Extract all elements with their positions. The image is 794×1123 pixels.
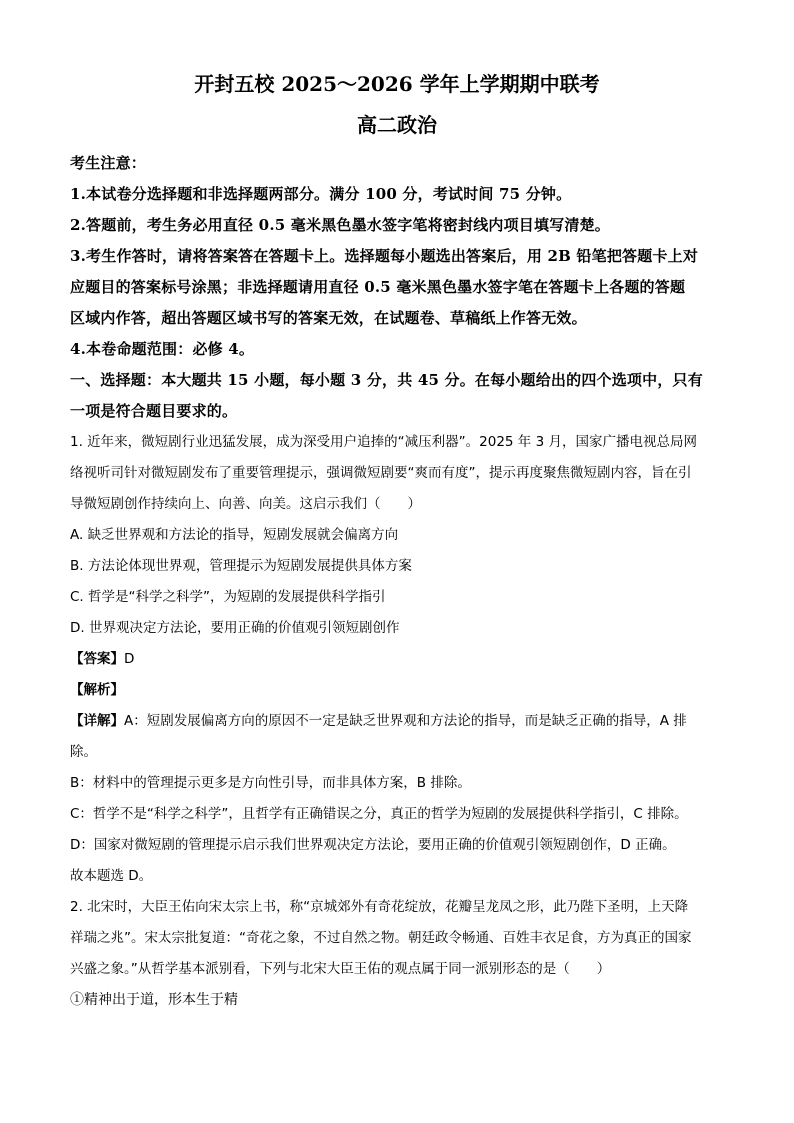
option-c: C. 哲学是“科学之科学”，为短剧的发展提供科学指引 [70, 589, 386, 605]
question-stem-line: 导微短剧创作持续向上、向善、向美。这启示我们（ ） [70, 496, 421, 512]
answer-tag: 【答案】 [70, 651, 124, 667]
notice-item: 1.本试卷分选择题和非选择题两部分。满分 100 分，考试时间 75 分钟。 [70, 185, 572, 203]
question-stem-line: 祥瑞之兆”。宋太宗批复道：“奇花之象，不过自然之物。朝廷政令畅通、百姓丰衣足食，方为真正的国家 [70, 930, 692, 946]
analysis-tag: 【解析】 [70, 682, 124, 698]
question-stem-line: 兴盛之象。”从哲学基本派别看，下列与北宋大臣王佑的观点属于同一派别形态的是（ ） [70, 961, 611, 977]
question-2 [70, 892, 724, 1016]
option-d: D. 世界观决定方法论，要用正确的价值观引领短剧创作 [70, 620, 400, 636]
notice-heading: 考生注意： [70, 154, 147, 172]
question-1 [70, 427, 724, 892]
notice-item: 区域内作答，超出答题区域书写的答案无效，在试题卷、草稿纸上作答无效。 [70, 309, 587, 327]
option-b: B. 方法论体现世界观，管理提示为短剧发展提供具体方案 [70, 558, 412, 574]
statement-1: ①精神出于道，形本生于精 [70, 992, 238, 1008]
answer-line [70, 644, 724, 675]
section-instruction [70, 365, 724, 427]
explanation-b: B：材料中的管理提示更多是方向性引导，而非具体方案，B 排除。 [70, 775, 471, 791]
notice-item: 4.本卷命题范围：必修 4。 [70, 340, 255, 358]
notice-item: 2.答题前，考生务必用直径 0.5 毫米黑色墨水签字笔将密封线内项目填写清楚。 [70, 216, 611, 234]
explanation-line: 除。 [70, 744, 97, 760]
question-stem-line: 络视听司针对微短剧发布了重要管理提示，强调微短剧要“爽而有度”，提示再度聚焦微短剧内容，旨在引 [70, 465, 692, 481]
analysis-line [70, 675, 724, 706]
exam-title: 开封五校 2025～2026 学年上学期期中联考 [194, 72, 600, 96]
question-stem-line: 2. 北宋时，大臣王佑向宋太宗上书，称“京城郊外有奇花绽放，花瓣呈龙凤之形，此乃陛下圣明，上天降 [70, 899, 689, 915]
section-line: 一项是符合题目要求的。 [70, 402, 238, 420]
detail-line [70, 706, 724, 737]
explanation-c: C：哲学不是“科学之科学”，且哲学有正确错误之分，真正的哲学为短剧的发展提供科学指引，C 排除。 [70, 806, 688, 822]
conclusion: 故本题选 D。 [70, 868, 153, 884]
question-stem-line: 1. 近年来，微短剧行业迅猛发展，成为深受用户追捧的“减压利器”。2025 年 3 月，国家广播电视总局网 [70, 434, 697, 450]
explanation-a: A：短剧发展偏离方向的原因不一定是缺乏世界观和方法论的指导，而是缺乏正确的指导，A 排 [124, 713, 687, 729]
option-a: A. 缺乏世界观和方法论的指导，短剧发展就会偏离方向 [70, 527, 399, 543]
explanation-d: D：国家对微短剧的管理提示启示我们世界观决定方法论，要用正确的价值观引领短剧创作，D 正确。 [70, 837, 676, 853]
notice-block [70, 148, 724, 365]
section-line: 一、选择题：本大题共 15 小题，每小题 3 分，共 45 分。在每小题给出的四个选项中，只有 [70, 371, 703, 389]
notice-item: 3.考生作答时，请将答案答在答题卡上。选择题每小题选出答案后，用 2B 铅笔把答题卡上对 [70, 247, 699, 265]
detail-tag: 【详解】 [70, 713, 124, 729]
exam-subject: 高二政治 [357, 113, 437, 137]
notice-item: 应题目的答案标号涂黑；非选择题请用直径 0.5 毫米黑色墨水签字笔在答题卡上各题的答题 [70, 278, 686, 296]
answer-value: D [124, 651, 135, 667]
